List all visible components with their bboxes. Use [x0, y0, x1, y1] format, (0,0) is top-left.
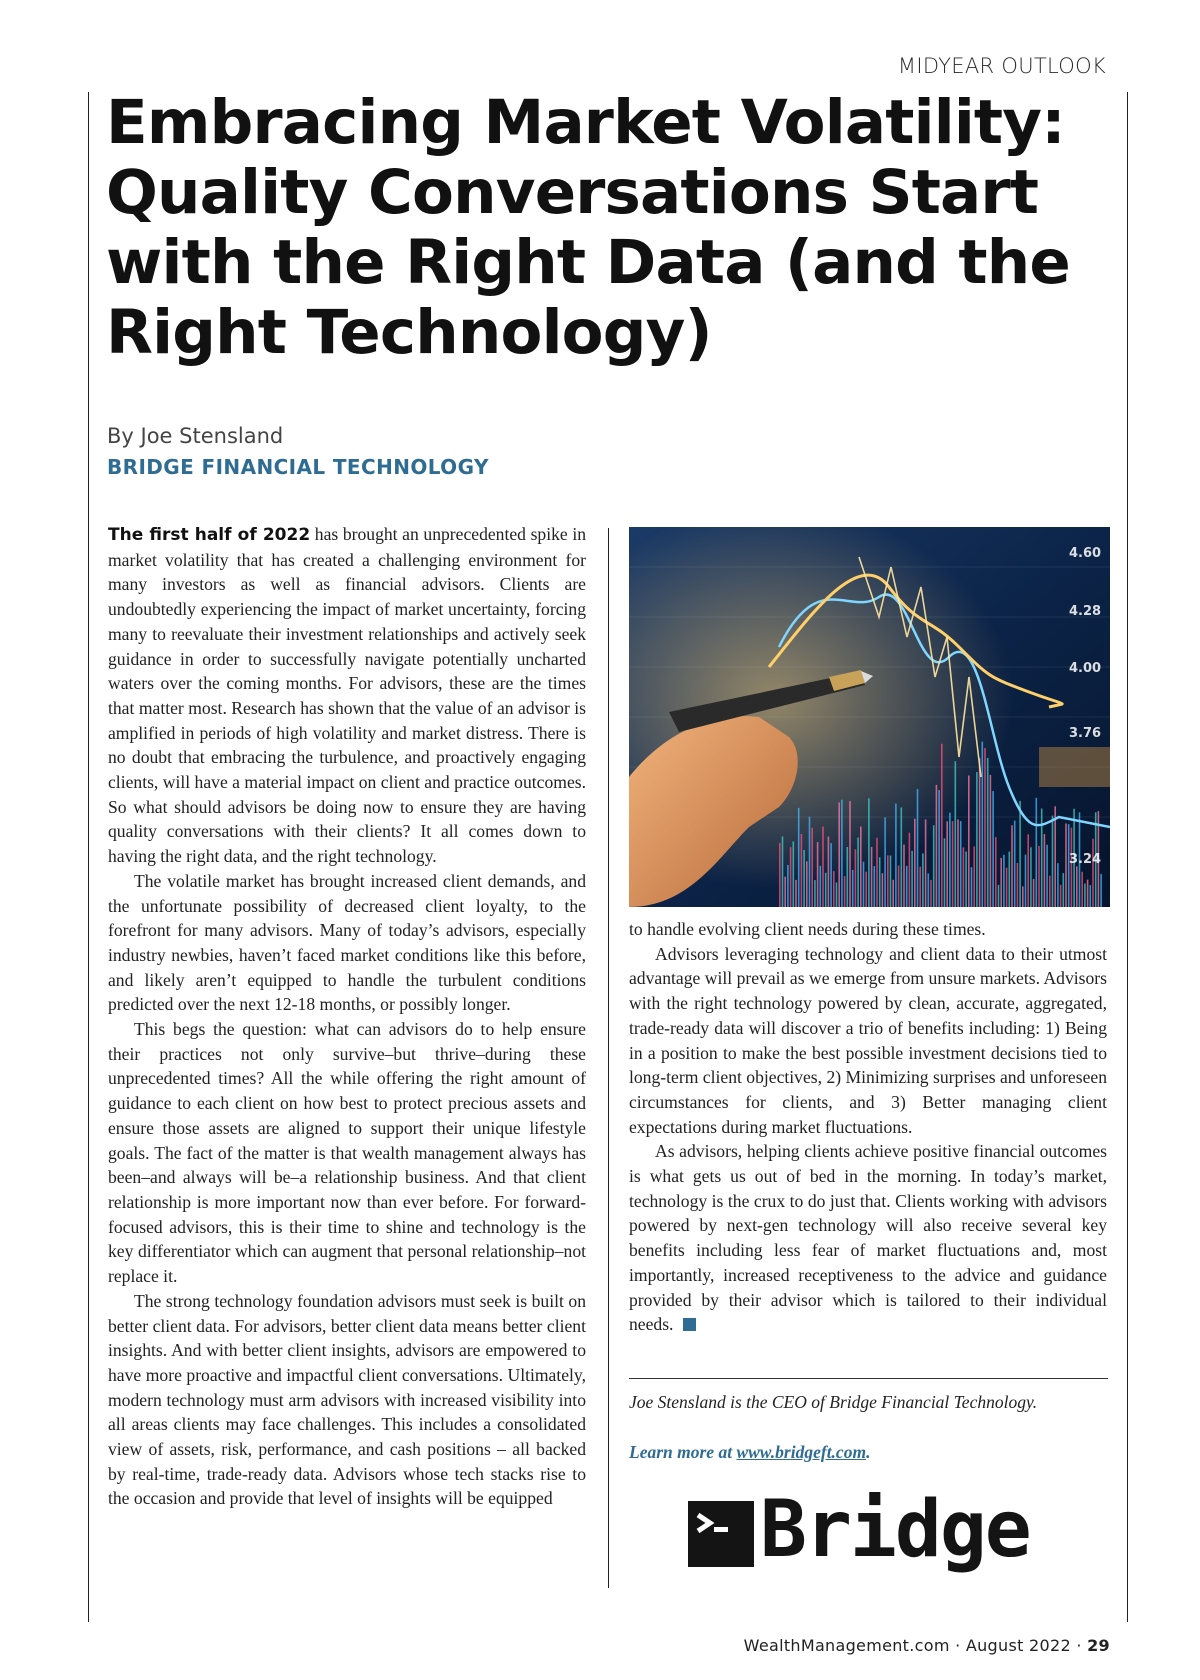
volume-bar	[892, 880, 894, 907]
volume-bar	[1071, 828, 1073, 907]
volume-bar	[957, 819, 959, 907]
volume-bar	[798, 808, 800, 907]
volume-bar	[1054, 806, 1056, 907]
paragraph-3: This begs the question: what can advisors do to help ensure their practices not only survive–but thrive–during these unprecedented times? All the while offering the right amount of guidance to each client on how best to protect precious assets and ensure those assets are aligned to support their unique lifestyle goals. The fact of the matter is that wealth management always has been–and always will be–a relationship business. And that client relationship is more important now than ever before. For forward-focused advisors, this is their time to shine and technology is the key differentiator which can augment that personal relationship–not replace it.	[108, 1019, 586, 1287]
volume-bar	[1063, 873, 1065, 907]
volume-bar	[1014, 821, 1016, 907]
volume-bar	[914, 819, 916, 907]
volume-bar	[895, 804, 897, 907]
volume-bar	[1019, 801, 1021, 907]
volume-bar	[1027, 834, 1029, 907]
volume-bar	[833, 871, 835, 907]
left-margin-rule	[88, 92, 89, 1622]
volume-bar	[779, 843, 781, 907]
volume-bar	[960, 821, 962, 907]
volume-bar	[965, 852, 967, 908]
volume-bar	[925, 819, 927, 907]
market-chart-photo	[629, 527, 1110, 907]
prompt-icon	[688, 1501, 754, 1567]
section-label: MIDYEAR OUTLOOK	[897, 54, 1106, 78]
paragraph-2: The volatile market has brought increased client demands, and the unfortunate possibility of decreased client loyalty, to the forefront for many advisors. Many of today’s advisors, especially industry newbies, haven’t faced market conditions like this before, and likely aren’t equipped to handle the turbulent conditions predicted over the next 12-18 months, or possibly longer.	[108, 870, 586, 1015]
volume-bar	[911, 851, 913, 907]
volume-bar	[1038, 846, 1040, 907]
volume-bar	[844, 876, 846, 907]
photo-axis-label-5: 3.24	[1069, 852, 1102, 867]
volume-bar	[855, 849, 857, 907]
volume-bar	[841, 800, 843, 907]
volume-bar	[936, 785, 938, 907]
learn-more	[629, 1442, 1108, 1463]
volume-bar	[830, 843, 832, 907]
photo-axis-label-4: 3.76	[1069, 726, 1102, 741]
volume-bar	[968, 776, 970, 908]
volume-bar	[784, 877, 786, 907]
volume-bar	[1065, 823, 1067, 907]
volume-bar	[884, 817, 886, 907]
paragraph-1-body: has brought an unprecedented spike in market volatility that has created a challenging environment for many investors as well as financial advisors. Clients are undoubtedly experiencing the impact of market uncertainty, forcing many to reevaluate their investment relationships and actively seek guidance in order to successfully navigate potentially uncharted waters over the coming months. For advisors, these are the times that matter most. Research has shown that the value of an advisor is amplified in periods of high volatility and market distress. There is no doubt that embracing the turbulence, and proactively engaging clients, will have a material impact on client and practice outcomes. So what should advisors be doing now to ensure they are having quality conversations with their clients? It all comes down to having the right data, and the right technology.	[108, 524, 587, 867]
volume-bar	[814, 880, 816, 907]
volume-bar	[998, 885, 1000, 907]
volume-bar	[811, 828, 813, 907]
paragraph-4: The strong technology foundation advisors must seek is built on better client data. For advisors, better client data means better client insights. And with better client insights, advisors are empowered to have more proactive and impactful client conversations. Ultimately, modern technology must arm advisors with increased visibility into all areas clients may face challenges. This includes a consolidated view of assets, risk, performance, and cash positions – all backed by real-time, trade-ready data. Advisors whose tech stacks rise to the occasion and provide that level of insights will be equipped	[108, 1290, 586, 1509]
page-number: 29	[1087, 1636, 1110, 1655]
photo-illustration	[629, 527, 1110, 907]
volume-bar	[865, 872, 867, 907]
article-headline: Embracing Market Volatility: Quality Conversations Start with the Right Data (and the Right Technology)	[106, 87, 1070, 368]
volume-bar	[938, 790, 940, 907]
website-link[interactable]: www.bridgeft.com	[736, 1442, 867, 1462]
volume-bar	[1060, 885, 1062, 907]
volume-bar	[1044, 834, 1046, 907]
volume-bar	[909, 833, 911, 907]
volume-bar	[963, 847, 965, 907]
volume-bar	[984, 748, 986, 907]
volume-bar	[795, 880, 797, 907]
volume-bar	[1046, 845, 1048, 907]
volume-bar	[782, 837, 784, 908]
volume-bar	[995, 837, 997, 907]
volume-bar	[946, 821, 948, 907]
bio-divider	[629, 1378, 1108, 1379]
volume-bar	[903, 845, 905, 907]
volume-bar	[849, 801, 851, 907]
volume-bar	[1087, 880, 1089, 907]
right-margin-rule	[1127, 92, 1128, 1622]
volume-bar	[1000, 858, 1002, 907]
volume-bar	[919, 867, 921, 907]
volume-bar	[901, 807, 903, 907]
volume-bar	[793, 841, 795, 907]
volume-bar	[890, 856, 892, 908]
volume-bar	[1041, 809, 1043, 908]
volume-bar	[949, 813, 951, 907]
volume-bar	[1100, 874, 1102, 907]
volume-bar	[860, 827, 862, 908]
volume-bar	[1022, 886, 1024, 907]
photo-axis-label-2: 4.28	[1069, 604, 1102, 619]
volume-bar	[982, 742, 984, 907]
left-column	[108, 522, 586, 1592]
volume-bar	[971, 867, 973, 907]
volume-bar	[868, 798, 870, 907]
volume-bar	[1025, 855, 1027, 907]
volume-bar	[1092, 839, 1094, 907]
paragraph-1	[108, 522, 586, 869]
volume-bar	[820, 866, 822, 907]
volume-bar	[852, 870, 854, 907]
volume-bar	[979, 758, 981, 907]
volume-bar	[887, 855, 889, 907]
volume-bar	[1017, 863, 1019, 907]
volume-bar	[1006, 868, 1008, 907]
volume-bar	[1052, 816, 1054, 907]
volume-bar	[828, 837, 830, 907]
volume-bar	[933, 825, 935, 907]
volume-bar	[952, 821, 954, 907]
volume-bar	[955, 761, 957, 907]
volume-bar	[847, 847, 849, 907]
volume-bar	[917, 789, 919, 907]
volume-bar	[1030, 847, 1032, 907]
volume-bar	[1049, 876, 1051, 907]
volume-bar	[874, 866, 876, 907]
volume-bar	[1009, 852, 1011, 907]
volume-bar	[871, 847, 873, 907]
end-of-article-mark	[683, 1318, 696, 1331]
volume-bar	[1057, 863, 1059, 907]
learn-more-suffix: .	[866, 1442, 871, 1462]
volume-bar	[1011, 825, 1013, 907]
volume-bar	[803, 850, 805, 907]
volume-bar	[928, 874, 930, 908]
volume-bar	[801, 834, 803, 907]
volume-bar	[1033, 879, 1035, 907]
volume-bar	[817, 842, 819, 907]
volume-bar	[1081, 872, 1083, 907]
right-column	[629, 917, 1107, 1337]
bridge-logo-text: Bridge	[760, 1485, 1030, 1575]
bridge-logo-mark	[688, 1501, 754, 1567]
volume-bar	[790, 847, 792, 907]
volume-bar	[838, 803, 840, 908]
page-footer	[744, 1636, 1110, 1655]
volume-bar	[992, 791, 994, 907]
volume-bar	[1003, 855, 1005, 907]
volume-bar	[990, 775, 992, 907]
volume-bar	[876, 838, 878, 907]
volume-bar	[806, 861, 808, 907]
photo-axis-label-1: 4.60	[1069, 546, 1102, 561]
paragraph-6-body: As advisors, helping clients achieve positive financial outcomes is what gets us out of bed in the morning. In today’s market, technology is the crux to do just that. Clients working with advisors powered by next-gen technology will also receive several key benefits including less fear of market fluctuations and, most importantly, increased receptiveness to the advice and guidance provided by their advisor which is tailored to their individual needs.	[629, 1141, 1107, 1335]
company-name: BRIDGE FINANCIAL TECHNOLOGY	[107, 455, 489, 479]
volume-bar	[836, 883, 838, 908]
paragraph-5: Advisors leveraging technology and client data to their utmost advantage will prevail as we emerge from unsure markets. Advisors with the right technology powered by clean, accurate, aggregated, trade-ready data will discover a trio of benefits including: 1) Being in a position to make the best possible investment decisions tied to long-term client objectives, 2) Minimizing surprises and unforeseen circumstances for clients, and 3) Better managing client expectations during market fluctuations.	[629, 943, 1107, 1137]
volume-bar	[809, 817, 811, 907]
volume-bar	[1084, 884, 1086, 907]
volume-bar	[944, 838, 946, 907]
paragraph-4-continued: to handle evolving client needs during these times.	[629, 919, 986, 939]
volume-bar	[922, 853, 924, 907]
volume-bar	[987, 758, 989, 907]
volume-bar	[898, 866, 900, 908]
volume-bar	[882, 873, 884, 907]
volume-bar	[825, 873, 827, 907]
paragraph-6	[629, 1139, 1107, 1337]
lead-in: The first half of 2022	[108, 525, 311, 545]
bridge-logo	[688, 1485, 1060, 1575]
photo-axis-label-3: 4.00	[1069, 661, 1102, 676]
volume-bar	[857, 838, 859, 908]
footer-publication: WealthManagement.com · August 2022 ·	[743, 1636, 1088, 1655]
volume-bar	[1090, 885, 1092, 907]
learn-more-prefix: Learn more at	[629, 1442, 737, 1462]
volume-bar	[976, 772, 978, 907]
column-divider	[608, 528, 609, 1588]
byline: By Joe Stensland	[107, 424, 284, 448]
volume-bar	[973, 846, 975, 907]
volume-bar	[930, 880, 932, 907]
volume-bar	[787, 865, 789, 907]
volume-bar	[822, 827, 824, 908]
volume-bar	[863, 862, 865, 907]
volume-bar	[879, 857, 881, 907]
volume-bar	[941, 744, 943, 907]
volume-bar	[906, 866, 908, 907]
author-bio: Joe Stensland is the CEO of Bridge Financial Technology.	[629, 1392, 1038, 1412]
volume-bar	[1036, 798, 1038, 907]
volume-bar	[1076, 866, 1078, 907]
